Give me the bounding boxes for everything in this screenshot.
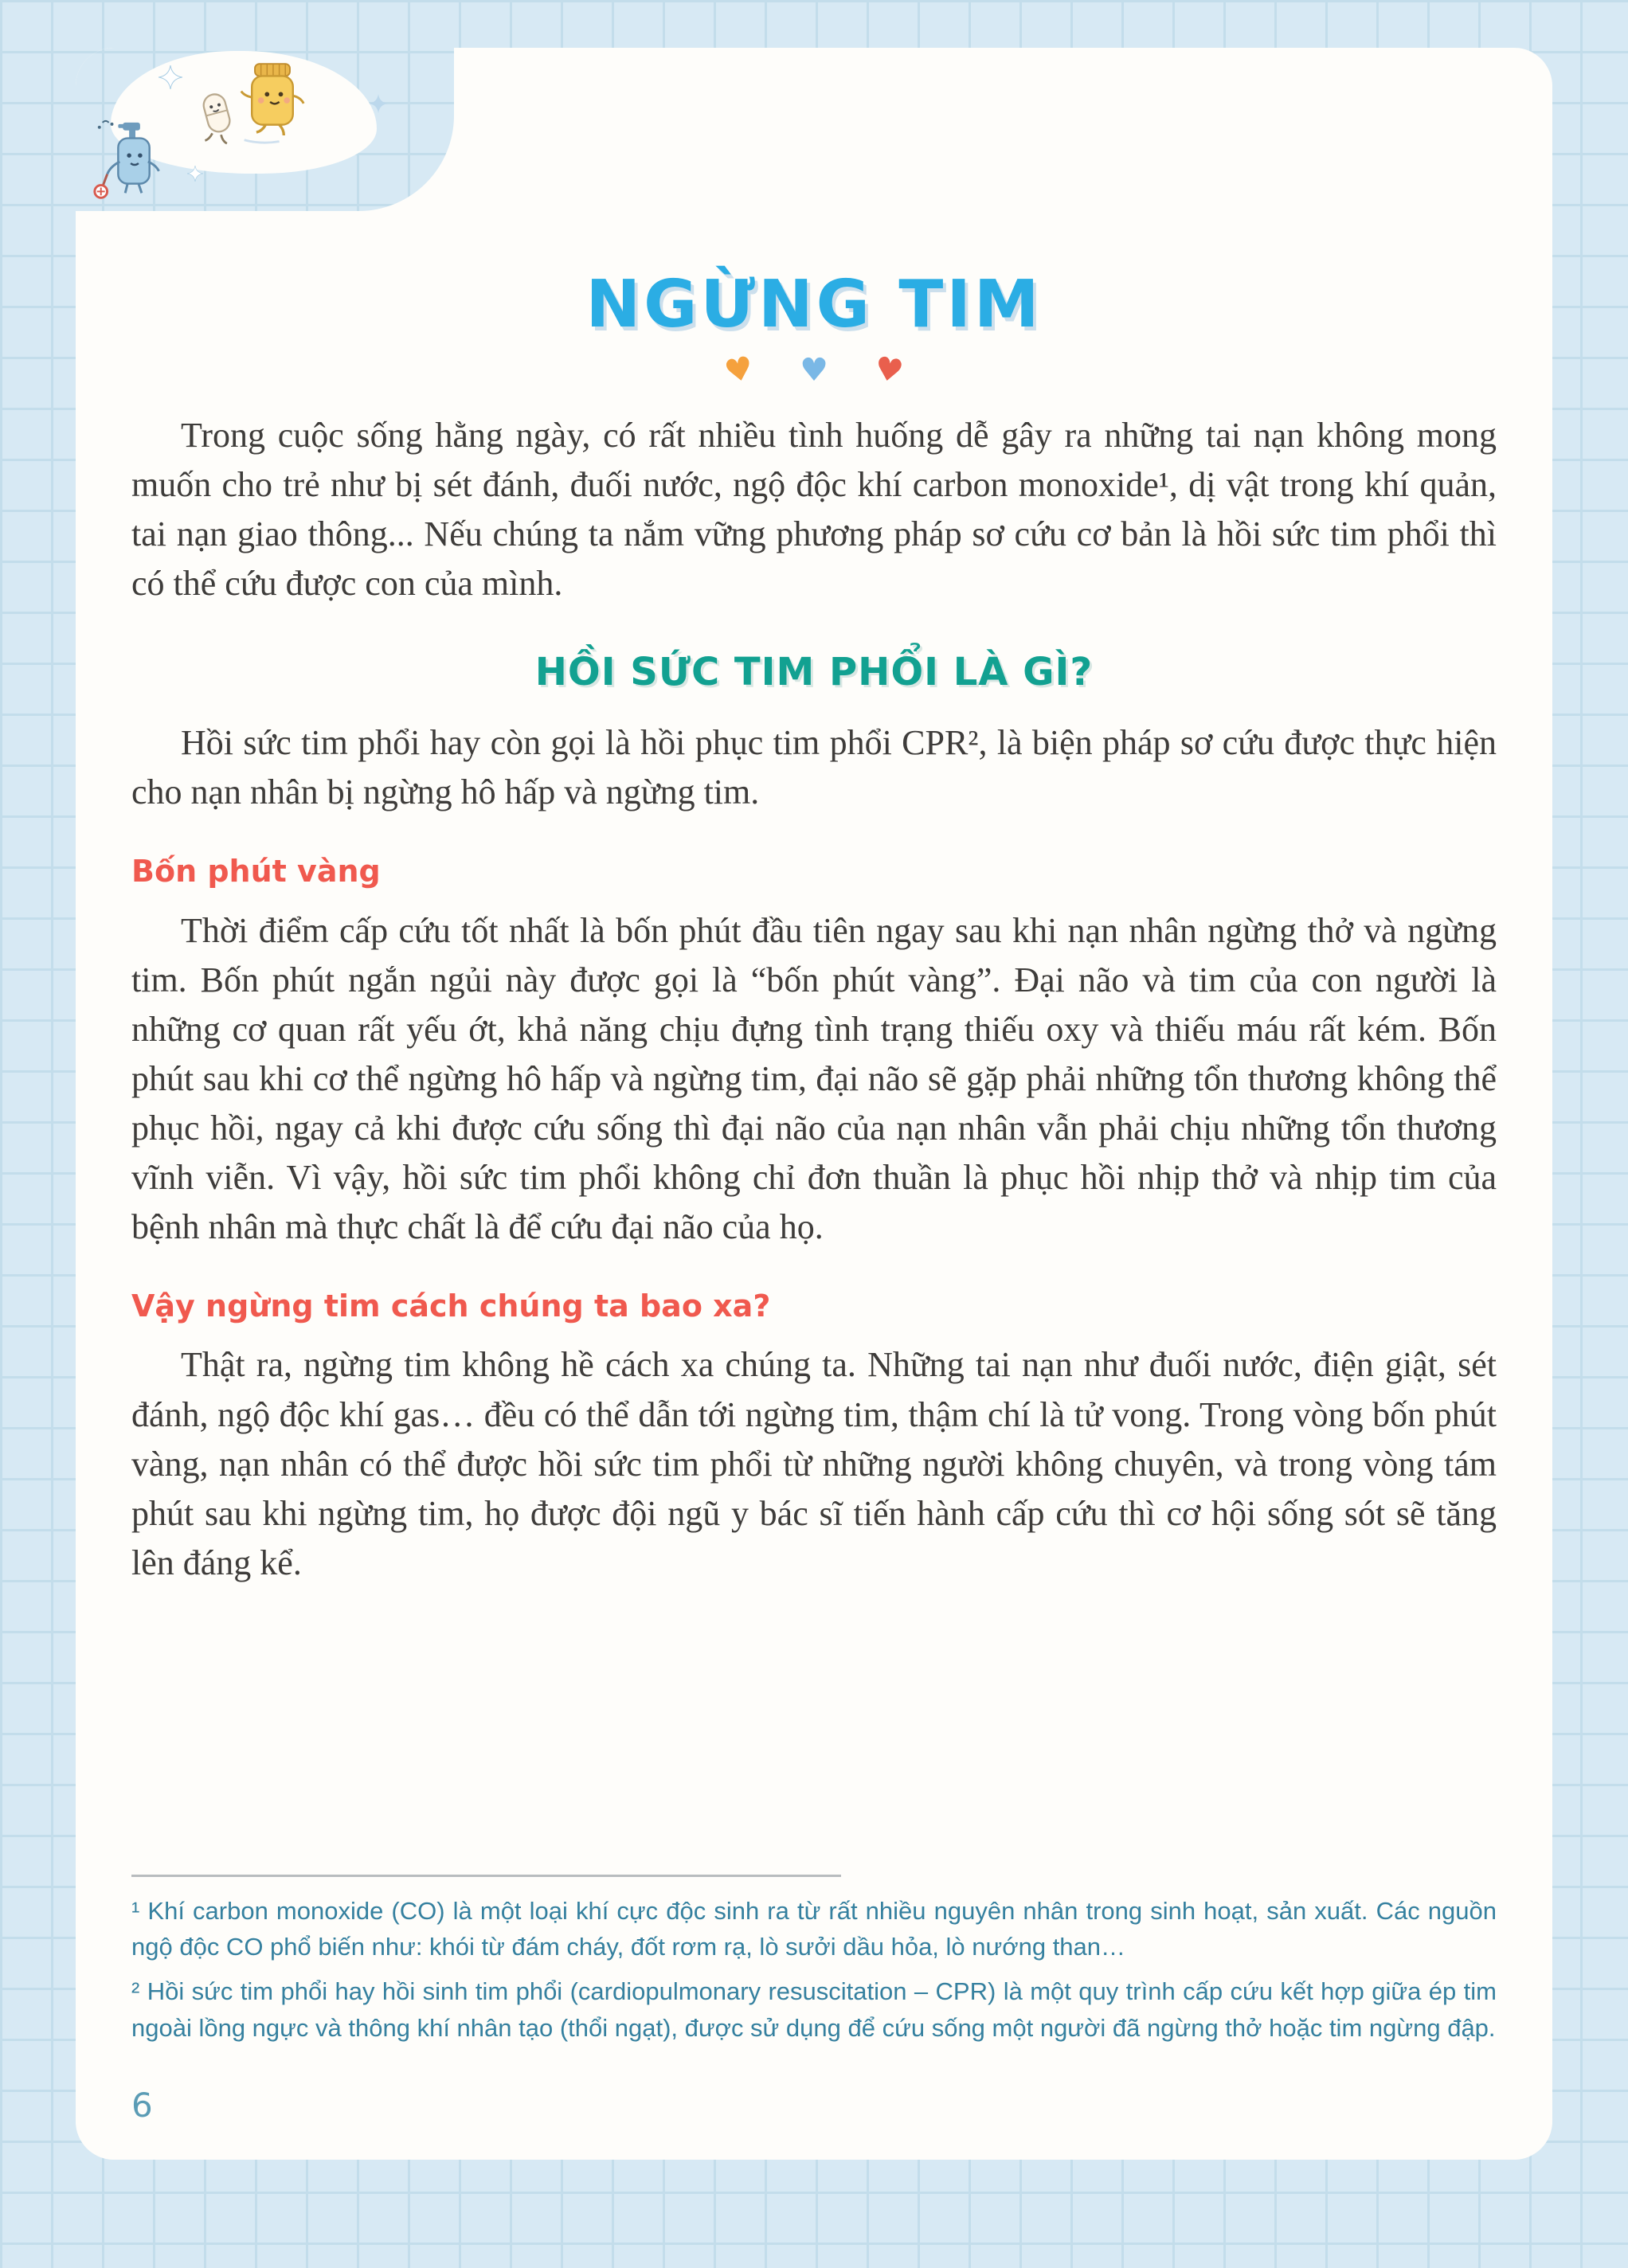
heart-icon: ♥	[721, 350, 757, 392]
heart-icon: ♥	[871, 350, 906, 392]
footnotes	[131, 1875, 1497, 2055]
sanitizer-bottle-illustration	[88, 118, 182, 212]
subheading-golden-four-minutes: Bốn phút vàng	[131, 854, 381, 890]
footnote-2: ² Hồi sức tim phổi hay hồi sinh tim phổi (cardiopulmonary resuscitation – CPR) là một quy trình cấp cứu kết hợp giữa ép tim ngoài lồng ngực và thông khí nhân tạo (thổi ngạt), được sử dụng để cứu sống một người đã ngừng thở hoặc tim ngừng đập.	[131, 1977, 1497, 2043]
footnote-divider	[131, 1875, 841, 1877]
section-heading-cpr: HỒI SỨC TIM PHỔI LÀ GÌ?	[534, 650, 1094, 695]
sparkle-icon	[369, 94, 388, 113]
content-card	[76, 48, 1552, 2160]
subheading-how-far: Vậy ngừng tim cách chúng ta bao xa?	[131, 1288, 771, 1324]
header-decoration	[76, 48, 1552, 239]
page-number: 6	[131, 2086, 153, 2125]
how-far-paragraph: Thật ra, ngừng tim không hề cách xa chúng ta. Những tai nạn như đuối nước, điện giật, sét đánh, ngộ độc khí gas… đều có thể dẫn tới ngừng tim, thậm chí là tử vong. Trong vòng bốn phút vàng, nạn nhân có thể được hồi sức tim phổi từ những người không chuyên, và trong vòng tám phút sau khi ngừng tim, họ được đội ngũ y bác sĩ tiến hành cấp cứu thì cơ hội sống sót sẽ tăng lên đáng kể.	[131, 1345, 1497, 1582]
sparkle-icon	[158, 65, 182, 89]
heart-icon: ♥	[800, 352, 828, 389]
hearts-divider	[76, 350, 1552, 390]
intro-paragraph: Trong cuộc sống hằng ngày, có rất nhiều tình huống dễ gây ra những tai nạn không mong muốn cho trẻ như bị sét đánh, đuối nước, ngộ độc khí carbon monoxide¹, dị vật trong khí quản, tai nạn giao thông... Nếu chúng ta nắm vững phương pháp sơ cứu cơ bản là hồi sức tim phổi thì có thể cứu được con của mình.	[131, 416, 1497, 604]
golden-four-minutes-paragraph: Thời điểm cấp cứu tốt nhất là bốn phút đầu tiên ngay sau khi nạn nhân ngừng thở và ngừng tim. Bốn phút ngắn ngủi này được gọi là “bốn phút vàng”. Đại não và tim của con người là những cơ quan rất yếu ớt, khả năng chịu đựng tình trạng thiếu oxy và thiếu máu rất kém. Bốn phút sau khi cơ thể ngừng hô hấp và ngừng tim, đại não sẽ gặp phải những tổn thương không thể phục hồi, ngay cả khi được cứu sống thì đại não của nạn nhân vẫn phải chịu những tổn thương vĩnh viễn. Vì vậy, hồi sức tim phổi không chỉ đơn thuần là phục hồi nhịp thở và nhịp tim của bệnh nhân mà thực chất là để cứu đại não của họ.	[131, 910, 1497, 1246]
capsule-pill-illustration	[192, 84, 243, 154]
yellow-jar-illustration	[238, 57, 307, 145]
sparkle-icon	[187, 166, 203, 182]
footnote-1: ¹ Khí carbon monoxide (CO) là một loại khí cực độc sinh ra từ rất nhiều nguyên nhân trong sinh hoạt, sản xuất. Các nguồn ngộ độc CO phổ biến như: khói từ đám cháy, đốt rơm rạ, lò sưởi dầu hỏa, lò nướng than…	[131, 1896, 1497, 1961]
page-background	[0, 48, 1628, 2268]
cpr-paragraph: Hồi sức tim phổi hay còn gọi là hồi phục tim phổi CPR², là biện pháp sơ cứu được thực hiện cho nạn nhân bị ngừng hô hấp và ngừng tim.	[131, 723, 1497, 812]
page-title: NGỪNG TIM	[585, 267, 1043, 342]
